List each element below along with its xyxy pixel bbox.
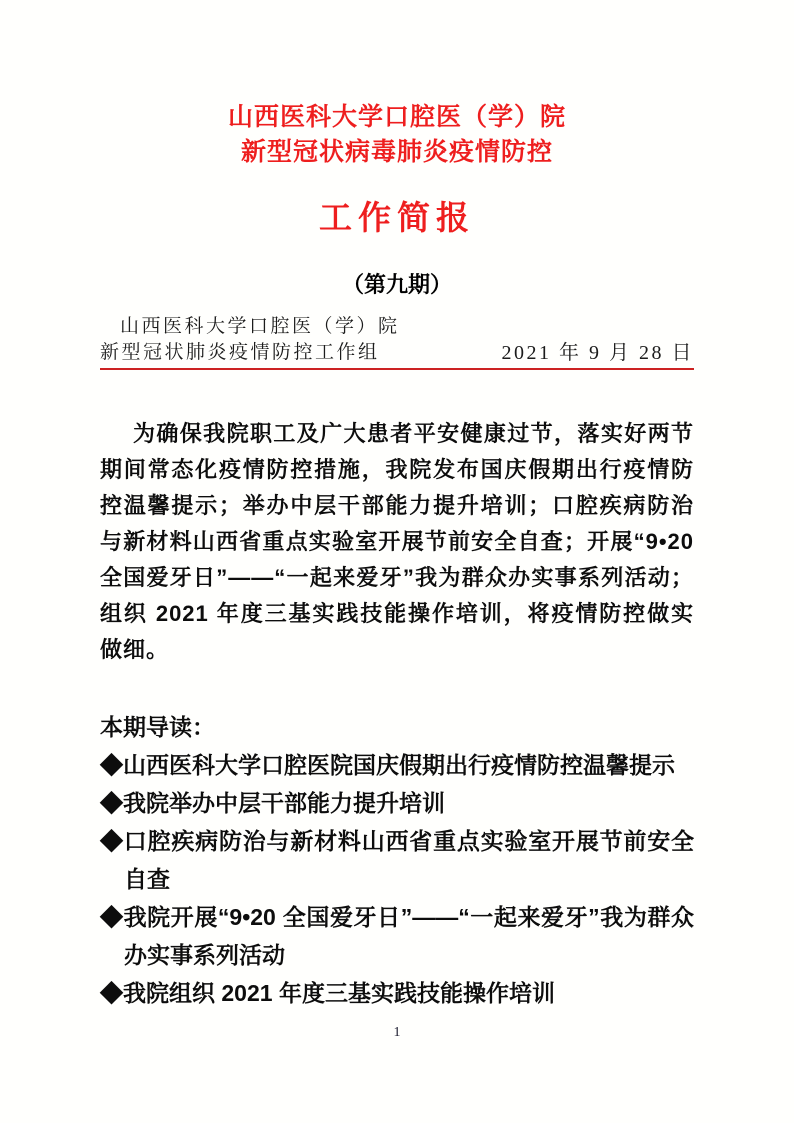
digest-item — [100, 822, 694, 898]
digest-item — [100, 746, 694, 784]
masthead-row — [100, 314, 694, 370]
diamond-bullet-icon: ◆ — [100, 752, 123, 778]
digest-item-text: 我院举办中层干部能力提升培训 — [123, 790, 445, 816]
digest-list — [100, 746, 694, 1012]
issuing-org-line1: 山西医科大学口腔医（学）院 — [120, 316, 400, 337]
page-number: 1 — [393, 1025, 401, 1040]
issue-number: （第九期） — [341, 272, 452, 297]
org-title-line2: 新型冠状病毒肺炎疫情防控 — [240, 138, 553, 166]
digest-heading: 本期导读： — [100, 714, 215, 740]
digest-item — [100, 898, 694, 974]
digest-item-text: 山西医科大学口腔医院国庆假期出行疫情防控温馨提示 — [123, 752, 675, 778]
issue-date: 2021 年 9 月 28 日 — [501, 342, 694, 364]
digest-section — [100, 708, 694, 1012]
summary-paragraph: 为确保我院职工及广大患者平安健康过节，落实好两节期间常态化疫情防控措施，我院发布国庆假期出行疫情防控温馨提示；举办中层干部能力提升培训；口腔疾病防治与新材料山西省重点实验室开展节前安全自查；开展“9•20 全国爱牙日”——“一起来爱牙”我为群众办实事系列活动；组织 2021 年度三基实践技能操作培训，将疫情防控做实做细。 — [100, 421, 694, 662]
diamond-bullet-icon: ◆ — [100, 790, 123, 816]
digest-item — [100, 784, 694, 822]
diamond-bullet-icon: ◆ — [100, 904, 124, 930]
diamond-bullet-icon: ◆ — [100, 980, 123, 1006]
org-title-line1: 山西医科大学口腔医（学）院 — [227, 103, 566, 131]
digest-item — [100, 974, 694, 1012]
issuing-org — [100, 314, 400, 366]
digest-item-text: 口腔疾病防治与新材料山西省重点实验室开展节前安全自查 — [123, 828, 695, 892]
document-main-title: 工作简报 — [319, 199, 475, 236]
diamond-bullet-icon: ◆ — [100, 828, 124, 854]
issuing-org-line2: 新型冠状肺炎疫情防控工作组 — [100, 342, 380, 363]
digest-item-text: 我院组织 2021 年度三基实践技能操作培训 — [123, 980, 555, 1006]
digest-item-text: 我院开展“9•20 全国爱牙日”——“一起来爱牙”我为群众办实事系列活动 — [123, 904, 695, 968]
